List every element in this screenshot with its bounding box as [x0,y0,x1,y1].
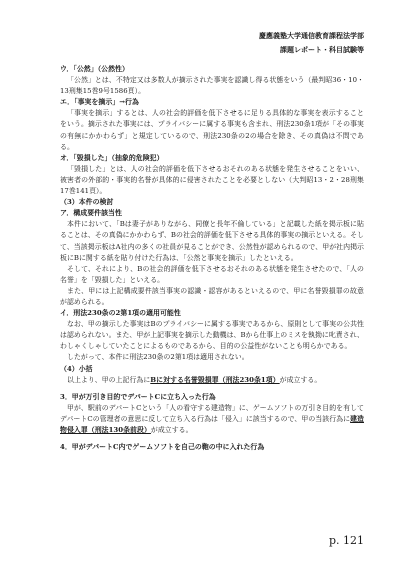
paragraph-section-3 [60,403,364,436]
heading-section-4: 4．甲がデパートC内でゲームソフトを自己の鞄の中に入れた行為 [60,443,265,452]
paragraph-damage: 「毀損した」とは、人の社会的評価を低下させるおそれのある状態を発生させることをいい、被害者の外部的・事実的名誉が具体的に侵害されたことを必要としない（大判昭13・2・28刑集17巻141頁）。 [60,164,364,196]
heading-publicity: ウ．「公然」（公然性） [60,65,129,73]
header-report-type: 課題レポート・科目試験等 [280,45,364,54]
document-body [60,64,364,453]
paragraph-elements-1: 本件において、「Bは妻子がありながら、同僚と長年不倫している」と記載した紙を掲示板に貼ることは、その真偽にかかわらず、Bの社会的評価を低下させる具体的事実の摘示といえる。そして、当該掲示板はA社内の多くの社員が見ることができ、公然性が認められるので、甲が社内掲示板にBに関する紙を貼り付けた行為は、「公然と事実を摘示」したといえる。 [60,220,364,262]
paragraph-elements-2: そして、それにより、Bの社会的評価を低下させるおそれのある状態を発生させたので、「人の名誉」を「毀損した」といえる。 [60,264,364,284]
heading-case-review: （3）本件の検討 [60,198,114,207]
paragraph-article-230-2-1: なお、甲の摘示した事実はBのプライバシーに属する事実であるから、原則として事実の公共性は認められない。また、甲が上記事実を摘示した動機は、Bから仕事上のミスを執拗に叱責され、わしゃくしゃしていたことによるものであるから、目的の公益性がないことも明らかである。 [60,320,364,351]
heading-damage: オ．「毀損した」（抽象的危険犯） [60,153,164,162]
header-university: 慶應義塾大学通信教育課程法学部 [259,31,364,40]
paragraph-publicity: 「公然」とは、不特定又は多数人が摘示された事実を認識し得る状態をいう（最判昭36・10・13刑集15巻9号1586頁）。 [60,76,364,96]
heading-section-3: 3．甲が万引き目的でデパートCに立ち入った行為 [60,392,216,401]
heading-elements: ア．構成要件該当性 [60,209,122,218]
paragraph-fact-disclosure: 「事実を摘示」するとは、人の社会的評価を低下させるに足りる具体的な事実を表示することをいう。摘示された事実には、プライバシーに属する事実も含まれ、刑法230条1項が「その事実の有無にかかわらず」と規定しているので、刑法230条の2の場合を除き、その真偽は不問である。 [60,109,364,151]
paragraph-article-230-2-2: したがって、本件に刑法230条の2第1項は適用されない。 [67,353,249,362]
section-3-text-post: が成立する。 [150,426,193,434]
heading-fact-disclosure: エ．「事実を摘示」→行為 [60,98,139,107]
paragraph-summary [60,375,364,386]
heading-summary: （4）小括 [60,364,93,373]
page-number: p. 121 [328,534,364,547]
summary-text-pre: 以上より、甲の上記行為に [67,375,151,384]
section-3-text-pre: 甲が、駅前のデパートCという「人の看守する建造物」に、ゲームソフトの万引き目的を有してデパートCの管理者の意思に反して立ち入る行為は「侵入」に該当するので、甲の当該行為に [60,403,364,423]
paragraph-elements-3: また、甲には上記構成要件該当事実の認識・認容があるといえるので、甲に名誉毀損罪の故意が認められる。 [60,286,364,306]
summary-text-post: が成立する。 [279,375,322,384]
heading-article-230-2: イ．刑法230条の2第1項の適用可能性 [60,309,181,318]
summary-crime: Bに対する名誉毀損罪（刑法230条1項） [150,375,280,384]
page-header [259,29,364,57]
section-3-crime: 建造物侵入罪（刑法130条前段） [60,414,364,434]
